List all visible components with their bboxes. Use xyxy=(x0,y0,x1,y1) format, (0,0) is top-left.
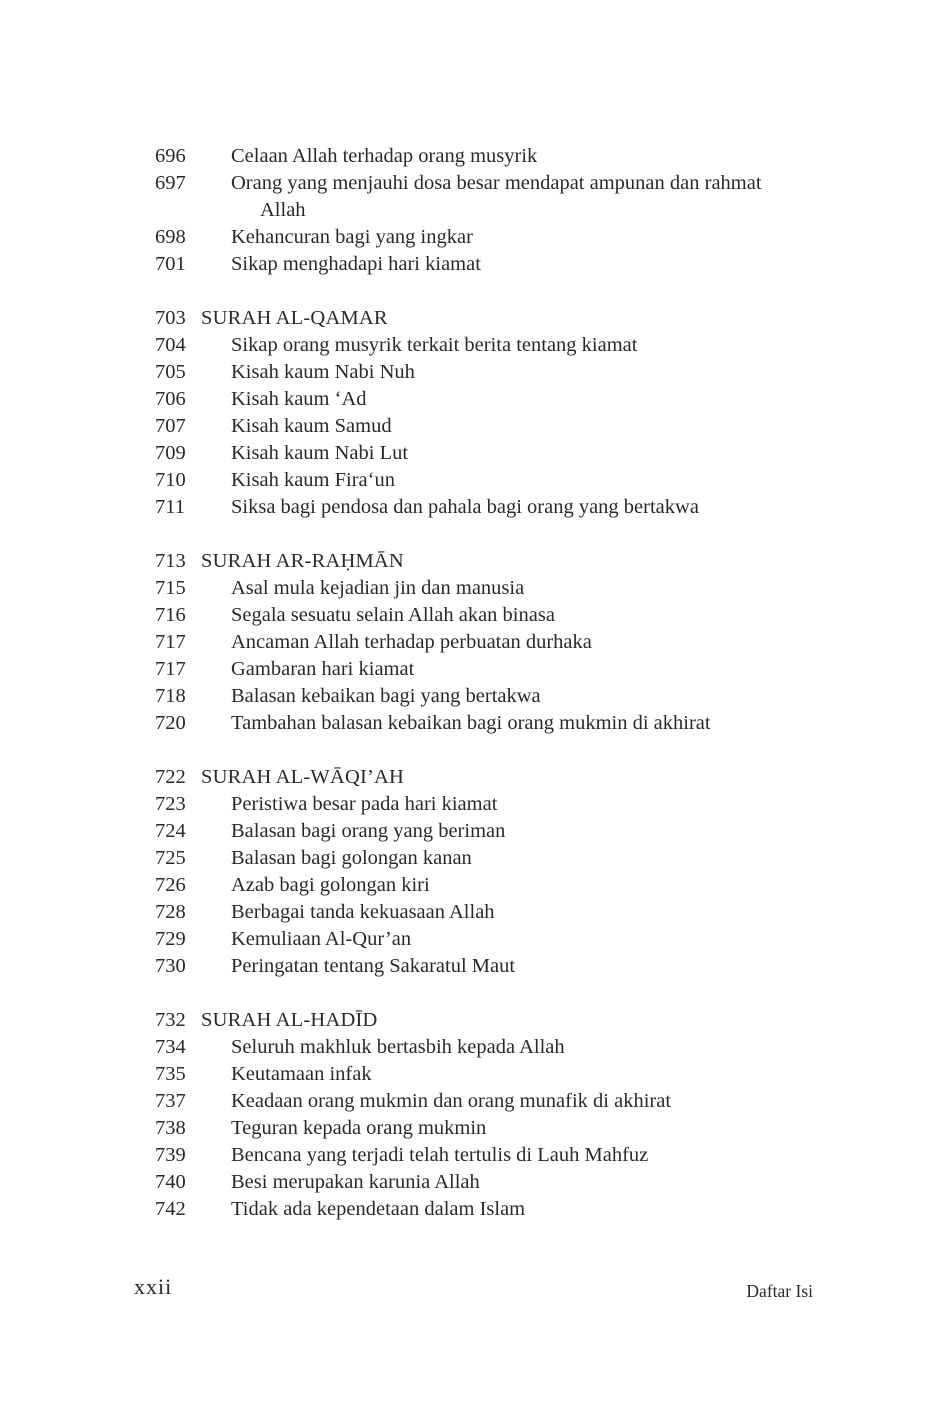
toc-page-number: 696 xyxy=(155,145,186,167)
toc-entry[interactable] xyxy=(0,575,946,602)
toc-entry-title: Berbagai tanda kekuasaan Allah xyxy=(231,901,495,923)
toc-surah-heading[interactable] xyxy=(0,305,946,332)
section-gap xyxy=(0,737,946,764)
toc-entry-continuation[interactable] xyxy=(0,197,946,224)
toc-entry-title: Balasan bagi golongan kanan xyxy=(231,847,472,869)
toc-entry-title: Tidak ada kependetaan dalam Islam xyxy=(231,1198,526,1220)
toc-page-number: 716 xyxy=(155,604,186,626)
toc-entry-title: Balasan kebaikan bagi yang bertakwa xyxy=(231,685,541,707)
toc-entry[interactable] xyxy=(0,143,946,170)
toc-page-number: 724 xyxy=(155,820,186,842)
toc-entry-title: Sikap menghadapi hari kiamat xyxy=(231,253,481,275)
toc-entry[interactable] xyxy=(0,386,946,413)
toc-page-number: 729 xyxy=(155,928,186,950)
toc-page-number: 715 xyxy=(155,577,186,599)
toc-entry-title: Kisah kaum Samud xyxy=(231,415,392,437)
toc-page-number: 698 xyxy=(155,226,186,248)
toc-entry[interactable] xyxy=(0,1088,946,1115)
toc-entry[interactable] xyxy=(0,494,946,521)
toc-page-number: 718 xyxy=(155,685,186,707)
section-gap xyxy=(0,278,946,305)
toc-page-number: 726 xyxy=(155,874,186,896)
toc-page-number: 717 xyxy=(155,658,186,680)
toc-entry-title: Asal mula kejadian jin dan manusia xyxy=(231,577,525,599)
toc-entry[interactable] xyxy=(0,467,946,494)
toc-entry[interactable] xyxy=(0,926,946,953)
toc-surah-heading[interactable] xyxy=(0,1007,946,1034)
toc-entry-title: Keadaan orang mukmin dan orang munafik di akhirat xyxy=(231,1090,672,1112)
toc-entry-title: Peringatan tentang Sakaratul Maut xyxy=(231,955,516,977)
toc-entry-title: Celaan Allah terhadap orang musyrik xyxy=(231,145,538,167)
toc-surah-heading[interactable] xyxy=(0,764,946,791)
toc-page-number: 697 xyxy=(155,172,186,194)
toc-entry-title: Gambaran hari kiamat xyxy=(231,658,415,680)
toc-page-number: 701 xyxy=(155,253,186,275)
toc-entry-title: Azab bagi golongan kiri xyxy=(231,874,430,896)
toc-entry[interactable] xyxy=(0,1169,946,1196)
toc-entry[interactable] xyxy=(0,683,946,710)
toc-entry-title: Segala sesuatu selain Allah akan binasa xyxy=(231,604,555,626)
toc-entry[interactable] xyxy=(0,170,946,197)
toc-page-number: 710 xyxy=(155,469,186,491)
surah-title: SURAH AR-RAḤMĀN xyxy=(201,550,404,572)
toc-entry-title: Kehancuran bagi yang ingkar xyxy=(231,226,473,248)
toc-page-number: 713 xyxy=(155,550,186,572)
toc-entry-title: Seluruh makhluk bertasbih kepada Allah xyxy=(231,1036,565,1058)
section-gap xyxy=(0,521,946,548)
toc-page-number: 725 xyxy=(155,847,186,869)
toc-entry[interactable] xyxy=(0,791,946,818)
toc-page-number: 730 xyxy=(155,955,186,977)
toc-entry-title: Besi merupakan karunia Allah xyxy=(231,1171,480,1193)
toc-page-number: 706 xyxy=(155,388,186,410)
toc-page-number: 742 xyxy=(155,1198,186,1220)
toc-entry-title: Kisah kaum Nabi Lut xyxy=(231,442,409,464)
toc-page-number: 717 xyxy=(155,631,186,653)
toc-page-number: 737 xyxy=(155,1090,186,1112)
toc-entry[interactable] xyxy=(0,1034,946,1061)
table-of-contents xyxy=(0,143,946,1223)
toc-entry-title: Ancaman Allah terhadap perbuatan durhaka xyxy=(231,631,592,653)
toc-entry-title: Bencana yang terjadi telah tertulis di Lauh Mahfuz xyxy=(231,1144,649,1166)
toc-page-number: 704 xyxy=(155,334,186,356)
toc-page-number: 728 xyxy=(155,901,186,923)
toc-surah-heading[interactable] xyxy=(0,548,946,575)
toc-entry-title: Peristiwa besar pada hari kiamat xyxy=(231,793,498,815)
footer-page-number: xxii xyxy=(134,1274,173,1299)
toc-entry[interactable] xyxy=(0,359,946,386)
section-gap xyxy=(0,980,946,1007)
toc-page-number: 705 xyxy=(155,361,186,383)
toc-entry[interactable] xyxy=(0,845,946,872)
toc-entry[interactable] xyxy=(0,656,946,683)
toc-entry-title: Kemuliaan Al-Qur’an xyxy=(231,928,412,950)
toc-page-number: 720 xyxy=(155,712,186,734)
toc-entry-title: Balasan bagi orang yang beriman xyxy=(231,820,506,842)
toc-entry[interactable] xyxy=(0,440,946,467)
toc-entry-title: Siksa bagi pendosa dan pahala bagi orang yang bertakwa xyxy=(231,496,699,518)
toc-page-number: 735 xyxy=(155,1063,186,1085)
toc-entry-title: Allah xyxy=(260,199,306,221)
toc-entry-title: Tambahan balasan kebaikan bagi orang mukmin di akhirat xyxy=(231,712,711,734)
toc-entry[interactable] xyxy=(0,224,946,251)
surah-title: SURAH AL-QAMAR xyxy=(201,307,388,329)
toc-entry[interactable] xyxy=(0,710,946,737)
toc-entry[interactable] xyxy=(0,872,946,899)
footer-section-title: Daftar Isi xyxy=(746,1281,813,1301)
toc-entry-title: Keutamaan infak xyxy=(231,1063,372,1085)
surah-title: SURAH AL-WĀQI’AH xyxy=(201,766,405,788)
toc-entry-title: Orang yang menjauhi dosa besar mendapat ampunan dan rahmat xyxy=(231,172,762,194)
toc-entry[interactable] xyxy=(0,1115,946,1142)
toc-entry[interactable] xyxy=(0,1142,946,1169)
toc-entry-title: Kisah kaum ‘Ad xyxy=(231,388,367,410)
toc-entry[interactable] xyxy=(0,251,946,278)
toc-page-number: 723 xyxy=(155,793,186,815)
toc-entry-title: Kisah kaum Nabi Nuh xyxy=(231,361,415,383)
toc-entry[interactable] xyxy=(0,1196,946,1223)
toc-page-number: 739 xyxy=(155,1144,186,1166)
toc-entry-title: Kisah kaum Fira‘un xyxy=(231,469,395,491)
toc-entry[interactable] xyxy=(0,899,946,926)
toc-entry-title: Teguran kepada orang mukmin xyxy=(231,1117,487,1139)
toc-entry-title: Sikap orang musyrik terkait berita tentang kiamat xyxy=(231,334,638,356)
toc-page-number: 734 xyxy=(155,1036,186,1058)
toc-page-number: 740 xyxy=(155,1171,186,1193)
toc-page-number: 738 xyxy=(155,1117,186,1139)
toc-entry[interactable] xyxy=(0,629,946,656)
toc-page-number: 722 xyxy=(155,766,186,788)
toc-page-number: 709 xyxy=(155,442,186,464)
toc-page-number: 707 xyxy=(155,415,186,437)
toc-entry[interactable] xyxy=(0,953,946,980)
surah-title: SURAH AL-HADĪD xyxy=(201,1009,378,1031)
toc-entry[interactable] xyxy=(0,413,946,440)
toc-entry[interactable] xyxy=(0,818,946,845)
toc-entry[interactable] xyxy=(0,602,946,629)
toc-entry[interactable] xyxy=(0,1061,946,1088)
toc-entry[interactable] xyxy=(0,332,946,359)
toc-page-number: 711 xyxy=(155,496,185,518)
toc-page-number: 732 xyxy=(155,1009,186,1031)
toc-page-number: 703 xyxy=(155,307,186,329)
